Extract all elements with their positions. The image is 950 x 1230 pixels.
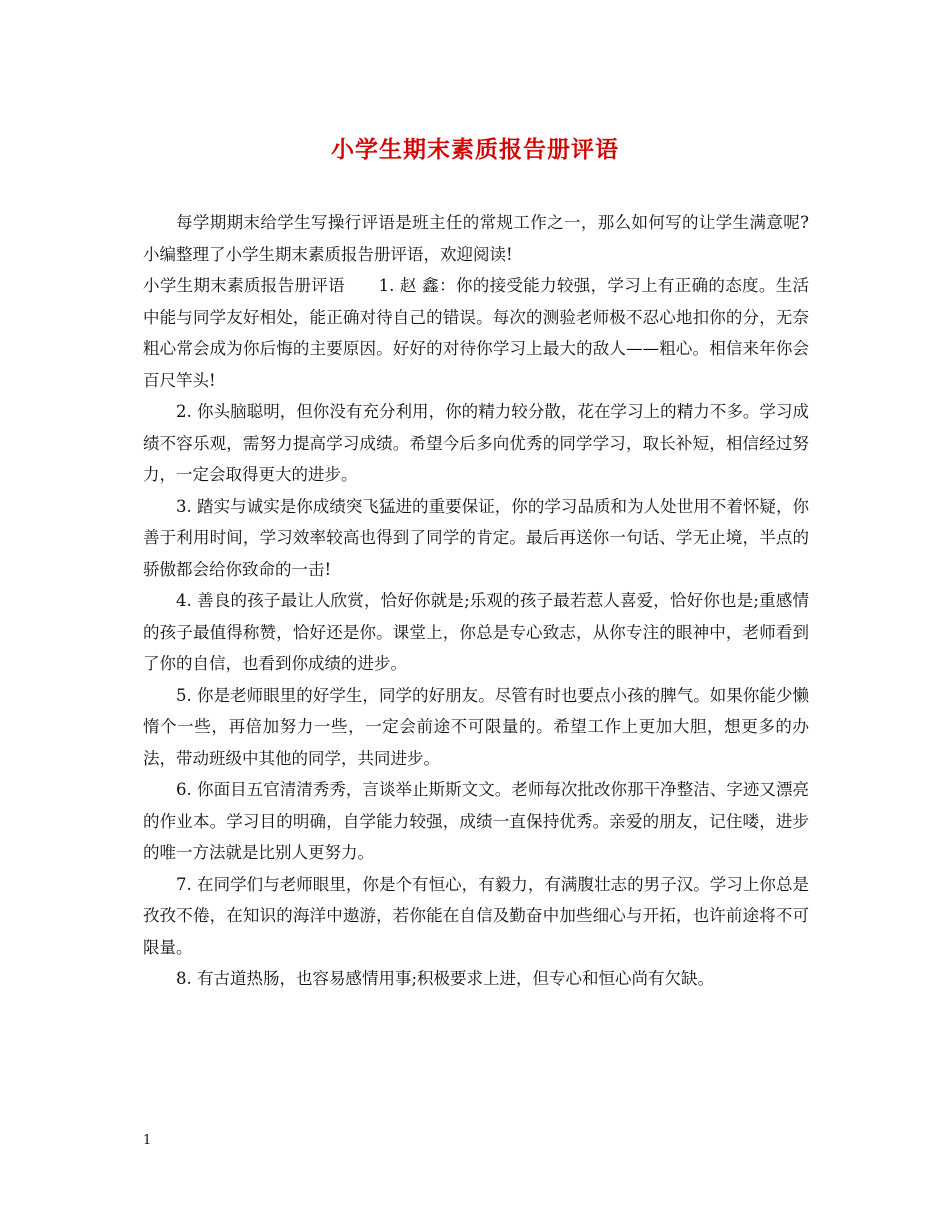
comment-paragraph-3: 3. 踏实与诚实是你成绩突飞猛进的重要保证，你的学习品质和为人处世用不着怀疑，你善于利用时间，学习效率较高也得到了同学的肯定。最后再送你一句话、学无止境，半点的骄傲都会给你致命的一击!	[143, 496, 809, 579]
comment-paragraph-5: 5. 你是老师眼里的好学生，同学的好朋友。尽管有时也要点小孩的脾气。如果你能少懒惰个一些，再倍加努力一些，一定会前途不可限量的。希望工作上更加大胆，想更多的办法，带动班级中其他的同学，共同进步。	[143, 685, 809, 768]
comment-paragraph-8: 8. 有古道热肠，也容易感情用事;积极要求上进，但专心和恒心尚有欠缺。	[176, 969, 715, 988]
intro-paragraph: 每学期期末给学生写操行评语是班主任的常规工作之一，那么如何写的让学生满意呢?小编整理了小学生期末素质报告册评语，欢迎阅读!	[143, 213, 809, 264]
page-number: 1	[143, 1133, 152, 1148]
comment-paragraph-6: 6. 你面目五官清清秀秀，言谈举止斯斯文文。老师每次批改你那干净整洁、字迹又漂亮的作业本。学习目的明确，自学能力较强，成绩一直保持优秀。亲爱的朋友，记住喽，进步的唯一方法就是比别人更努力。	[143, 780, 809, 862]
comment-paragraph-1: 小学生期末素质报告册评语 1. 赵 鑫：你的接受能力较强，学习上有正确的态度。生活中能与同学友好相处，能正确对待自己的错误。每次的测验老师极不忍心地扣你的分，无奈粗心常会成为你后悔的主要原因。好好的对待你学习上最大的敌人——粗心。相信来年你会百尺竿头!	[143, 276, 809, 390]
document-body	[143, 207, 809, 995]
comment-paragraph-4: 4. 善良的孩子最让人欣赏，恰好你就是;乐观的孩子最若惹人喜爱，恰好你也是;重感情的孩子最值得称赞，恰好还是你。课堂上，你总是专心致志，从你专注的眼神中，老师看到了你的自信，也看到你成绩的进步。	[143, 591, 809, 673]
comment-paragraph-7: 7. 在同学们与老师眼里，你是个有恒心，有毅力，有满腹壮志的男子汉。学习上你总是孜孜不倦，在知识的海洋中遨游，若你能在自信及勤奋中加些细心与开拓，也许前途将不可限量。	[143, 874, 809, 957]
document-title: 小学生期末素质报告册评语	[331, 136, 619, 163]
comment-paragraph-2: 2. 你头脑聪明，但你没有充分利用，你的精力较分散，花在学习上的精力不多。学习成绩不容乐观，需努力提高学习成绩。希望今后多向优秀的同学学习，取长补短，相信经过努力，一定会取得更大的进步。	[143, 402, 809, 484]
